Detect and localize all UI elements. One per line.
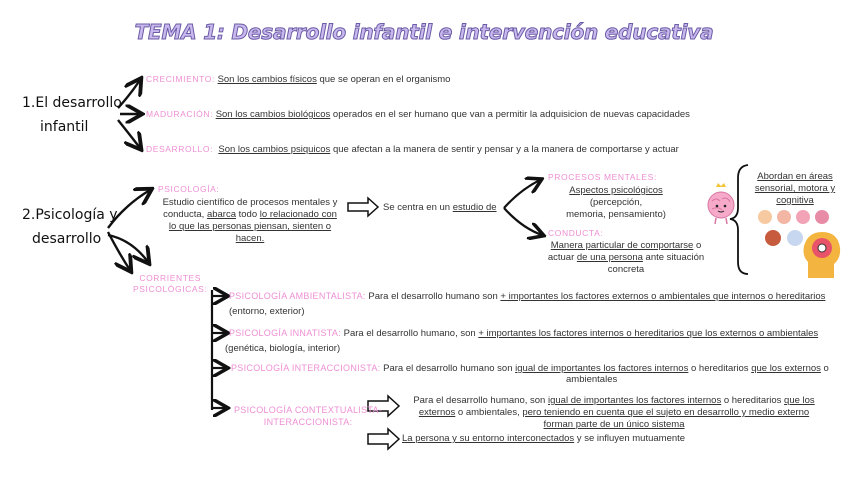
ambientalista-u: + importantes los factores externos o ambientales que internos o hereditarios	[500, 291, 826, 302]
maduracion-row	[146, 108, 690, 121]
conducta-label: CONDUCTA:	[548, 228, 604, 238]
innatista-a: Para el desarrollo humano, son	[343, 328, 479, 339]
desarrollo-row	[146, 143, 679, 156]
psicologia-line4: hacen.	[235, 233, 265, 244]
psicologia-label: PSICOLOGÍA:	[158, 184, 220, 194]
maduracion-text: operados en el ser humano que van a permitir la adquisicion de nuevas capacidades	[330, 109, 690, 120]
centra-u: estudio de	[452, 202, 497, 213]
contextualista-label1: PSICOLOGÍA CONTEXTUALISTA-	[234, 405, 383, 415]
ctx-l2u2: pero teniendo en cuenta que el sujeto en desarrollo y medio externo	[522, 407, 810, 418]
desarrollo-underlined: Son los cambios psiquicos	[218, 144, 331, 155]
conducta-line2b: ante situación	[642, 252, 705, 263]
contextualista-label	[234, 404, 382, 428]
procesos-line1b: (percepción,	[589, 197, 643, 208]
ctx-l4b: y se influyen mutuamente	[574, 433, 686, 444]
ctx-l2b: o ambientales,	[455, 407, 523, 418]
conducta-text	[543, 240, 709, 276]
section2-heading	[22, 203, 118, 251]
contextualista-line1	[404, 395, 824, 407]
procesos-line2: memoria, pensamiento)	[566, 209, 666, 220]
conducta-line3: concreta	[607, 264, 645, 275]
interaccionista-c: o	[820, 363, 829, 374]
interaccionista-u: igual de importantes los factores internos	[515, 363, 689, 374]
corrientes-label	[133, 273, 207, 295]
page-title: TEMA 1: Desarrollo infantil e intervención educativa	[134, 20, 714, 44]
ctx-l2u: externos	[418, 407, 456, 418]
brain-mascot-icon	[700, 183, 742, 225]
section1-heading-line1: 1.El desarrollo	[22, 95, 122, 111]
crecimiento-label: CRECIMIENTO:	[146, 74, 215, 84]
abordan-text	[750, 171, 840, 207]
ear-icon	[758, 210, 772, 224]
psicologia-line2	[157, 209, 343, 221]
contextualista-text	[404, 395, 824, 431]
psicologia-line2u2: lo relacionado con	[259, 209, 337, 220]
interaccionista-row	[231, 362, 829, 375]
contextualista-line2	[404, 407, 824, 419]
centra-a: Se centra en un	[383, 202, 453, 213]
ctx-l1u2: que los	[784, 395, 815, 406]
ambientalista-label: PSICOLOGÍA AMBIENTALISTA:	[229, 291, 366, 301]
conducta-line1u: Manera particular de comportarse	[550, 240, 694, 251]
contextualista-label2: INTERACCIONISTA:	[263, 417, 353, 427]
procesos-line1u: Aspectos psicológicos	[569, 185, 663, 196]
psicologia-line2u: abarca	[206, 209, 236, 220]
ctx-l1a: Para el desarrollo humano, son	[413, 395, 548, 406]
procesos-text	[546, 185, 686, 221]
abordan-line1: Abordan en áreas	[757, 171, 833, 182]
corrientes-line1: CORRIENTES	[139, 273, 202, 283]
conducta-line2u: de una persona	[576, 252, 643, 263]
procesos-label: PROCESOS MENTALES:	[548, 172, 657, 182]
ctx-l1b: o hereditarios	[721, 395, 785, 406]
ctx-l1u: igual de importantes los factores internos	[547, 395, 722, 406]
conducta-line2	[543, 252, 709, 264]
interaccionista-label: PSICOLOGÍA INTERACCIONISTA:	[231, 363, 381, 373]
head-brain-icon	[800, 228, 842, 280]
crecimiento-underlined: Son los cambios físicos	[217, 74, 317, 85]
psicologia-line1: Estudio científico de procesos mentales y	[162, 197, 338, 208]
maduracion-underlined: Son los cambios biológicos	[215, 109, 331, 120]
centra-text	[383, 202, 497, 214]
maduracion-label: MADURACIÓN:	[146, 109, 214, 119]
interaccionista-a: Para el desarrollo humano son	[383, 363, 516, 374]
innatista-label: PSICOLOGÍA INNATISTA:	[229, 328, 341, 338]
psicologia-line3: lo que las personas piensan, sienten o	[168, 221, 332, 232]
conducta-line2a: actuar	[547, 252, 577, 263]
psicologia-definition	[157, 197, 343, 245]
section1-heading-line2: infantil	[40, 119, 89, 135]
crecimiento-row	[146, 73, 450, 86]
section2-heading-line2: desarrollo	[32, 231, 102, 247]
desarrollo-text: que afectan a la manera de sentir y pensar y a la manera de comportarse y actuar	[330, 144, 679, 155]
section1-heading	[22, 91, 122, 139]
mouth-icon	[796, 210, 810, 224]
ambientalista-b: (entorno, exterior)	[229, 306, 305, 317]
innatista-u: + importantes los factores internos o hereditarios que los externos o ambientales	[478, 328, 819, 339]
innatista-row	[229, 327, 818, 340]
contextualista-line4	[402, 433, 685, 445]
interaccionista-u2: que los externos	[751, 363, 821, 374]
ctx-l4u: La persona y su entorno interconectados	[402, 433, 575, 444]
conducta-line1	[543, 240, 709, 252]
abordan-line3: cognitiva	[776, 195, 814, 206]
corrientes-line2: PSICOLÓGICAS:	[133, 284, 208, 294]
conducta-line1b: o	[693, 240, 702, 251]
procesos-line1	[546, 185, 686, 209]
psicologia-line2a: conducta,	[163, 209, 207, 220]
section2-heading-line1: 2.Psicología y	[22, 207, 118, 223]
interaccionista-d: ambientales	[566, 374, 618, 385]
interaccionista-b: o hereditarios	[688, 363, 752, 374]
tongue-icon	[815, 210, 829, 224]
nose-icon	[777, 210, 791, 224]
crecimiento-text: que se operan en el organismo	[316, 74, 451, 85]
psicologia-line2b: todo	[236, 209, 260, 220]
ambientalista-row	[229, 290, 825, 303]
desarrollo-label: DESARROLLO:	[146, 144, 214, 154]
contextualista-line3: forman parte de un único sistema	[543, 419, 685, 430]
face-icon	[765, 230, 781, 246]
abordan-line2: sensorial, motora y	[754, 183, 836, 194]
ambientalista-a: Para el desarrollo humano son	[368, 291, 501, 302]
innatista-b: (genética, biología, interior)	[225, 343, 341, 354]
